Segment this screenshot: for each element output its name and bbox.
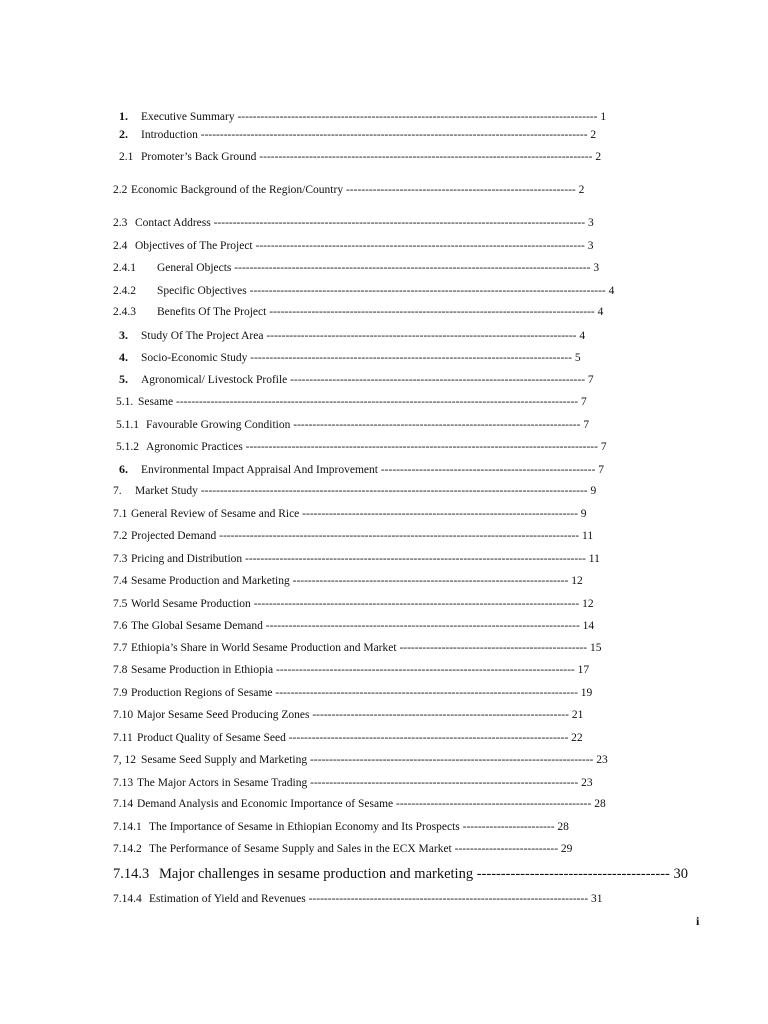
toc-entry-7-14-4[interactable]: 7.14.4 Estimation of Yield and Revenues ------------------------------------------------------------------------- 31 xyxy=(113,893,603,905)
toc-entry-7-7[interactable]: 7.7 Ethiopia’s Share in World Sesame Production and Market ------------------------------------------------- 15 xyxy=(113,642,602,654)
toc-entry-5-1-1[interactable]: 5.1.1 Favourable Growing Condition --------------------------------------------------------------------------- 7 xyxy=(116,419,590,431)
toc-entry-4[interactable]: 4. Socio-Economic Study ------------------------------------------------------------------------------------ 5 xyxy=(119,350,581,364)
toc-entry-2-4[interactable]: 2.4 Objectives of The Project -------------------------------------------------------------------------------------- 3 xyxy=(113,240,594,252)
toc-entry-7-8[interactable]: 7.8 Sesame Production in Ethiopia ------------------------------------------------------------------------------ 17 xyxy=(113,664,590,676)
toc-entry-7-11[interactable]: 7.11 Product Quality of Sesame Seed ------------------------------------------------------------------------- 22 xyxy=(113,732,583,744)
toc-entry-7-6[interactable]: 7.6 The Global Sesame Demand ---------------------------------------------------------------------------------- 14 xyxy=(113,620,595,632)
toc-entry-7-4[interactable]: 7.4 Sesame Production and Marketing ------------------------------------------------------------------------ 12 xyxy=(113,575,583,587)
toc-entry-7-13[interactable]: 7.13 The Major Actors in Sesame Trading ---------------------------------------------------------------------- 23 xyxy=(113,777,593,789)
toc-entry-2-4-3[interactable]: 2.4.3 Benefits Of The Project ------------------------------------------------------------------------------------- 4 xyxy=(113,306,604,318)
toc-entry-5[interactable]: 5. Agronomical/ Livestock Profile ----------------------------------------------------------------------------- 7 xyxy=(119,372,594,386)
toc-entry-7-14[interactable]: 7.14 Demand Analysis and Economic Importance of Sesame --------------------------------------------------- 28 xyxy=(113,798,606,810)
toc-entry-7-1[interactable]: 7.1 General Review of Sesame and Rice ------------------------------------------------------------------------ 9 xyxy=(113,508,587,520)
toc-entry-2-3[interactable]: 2.3 Contact Address ------------------------------------------------------------------------------------------------- 3 xyxy=(113,217,594,229)
toc-entry-2-4-2[interactable]: 2.4.2 Specific Objectives --------------------------------------------------------------------------------------------- 4 xyxy=(113,285,615,297)
toc-entry-1[interactable]: 1. Executive Summary ---------------------------------------------------------------------------------------------- 1 xyxy=(119,109,607,123)
toc-entry-2[interactable]: 2. Introduction ----------------------------------------------------------------------------------------------------- 2 xyxy=(119,127,597,141)
toc-entry-7[interactable]: 7. Market Study ----------------------------------------------------------------------------------------------------- 9 xyxy=(113,485,597,497)
toc-entry-7-14-2[interactable]: 7.14.2 The Performance of Sesame Supply and Sales in the ECX Market --------------------------- 29 xyxy=(113,843,573,855)
toc-entry-7-9[interactable]: 7.9 Production Regions of Sesame ------------------------------------------------------------------------------- 19 xyxy=(113,687,593,699)
toc-entry-7-14-3[interactable]: 7.14.3 Major challenges in sesame production and marketing ---------------------------------------- 30 xyxy=(113,866,688,882)
toc-entry-7-12[interactable]: 7, 12 Sesame Seed Supply and Marketing -------------------------------------------------------------------------- 23 xyxy=(113,754,608,766)
toc-entry-2-2[interactable]: 2.2 Economic Background of the Region/Country ------------------------------------------------------------ 2 xyxy=(113,184,585,196)
toc-entry-7-14-1[interactable]: 7.14.1 The Importance of Sesame in Ethiopian Economy and Its Prospects ------------------------ 28 xyxy=(113,821,569,833)
toc-entry-3[interactable]: 3. Study Of The Project Area --------------------------------------------------------------------------------- 4 xyxy=(119,328,586,342)
toc-entry-6[interactable]: 6. Environmental Impact Appraisal And Improvement -------------------------------------------------------- 7 xyxy=(119,462,604,476)
toc-entry-7-2[interactable]: 7.2 Projected Demand ---------------------------------------------------------------------------------------------- 11 xyxy=(113,530,594,542)
toc-entry-5-1[interactable]: 5.1. Sesame --------------------------------------------------------------------------------------------------------- 7 xyxy=(116,396,587,408)
page-number: i xyxy=(696,914,700,928)
toc-entry-7-5[interactable]: 7.5 World Sesame Production ------------------------------------------------------------------------------------- 12 xyxy=(113,598,594,610)
toc-entry-2-1[interactable]: 2.1 Promoter’s Back Ground --------------------------------------------------------------------------------------- 2 xyxy=(119,151,602,163)
toc-entry-7-10[interactable]: 7.10 Major Sesame Seed Producing Zones ------------------------------------------------------------------- 21 xyxy=(113,709,584,721)
toc-entry-7-3[interactable]: 7.3 Pricing and Distribution ----------------------------------------------------------------------------------------- 11 xyxy=(113,553,600,565)
toc-entry-2-4-1[interactable]: 2.4.1 General Objects --------------------------------------------------------------------------------------------- 3 xyxy=(113,262,600,274)
toc-entry-5-1-2[interactable]: 5.1.2 Agronomic Practices -------------------------------------------------------------------------------------------- 7 xyxy=(116,441,607,453)
